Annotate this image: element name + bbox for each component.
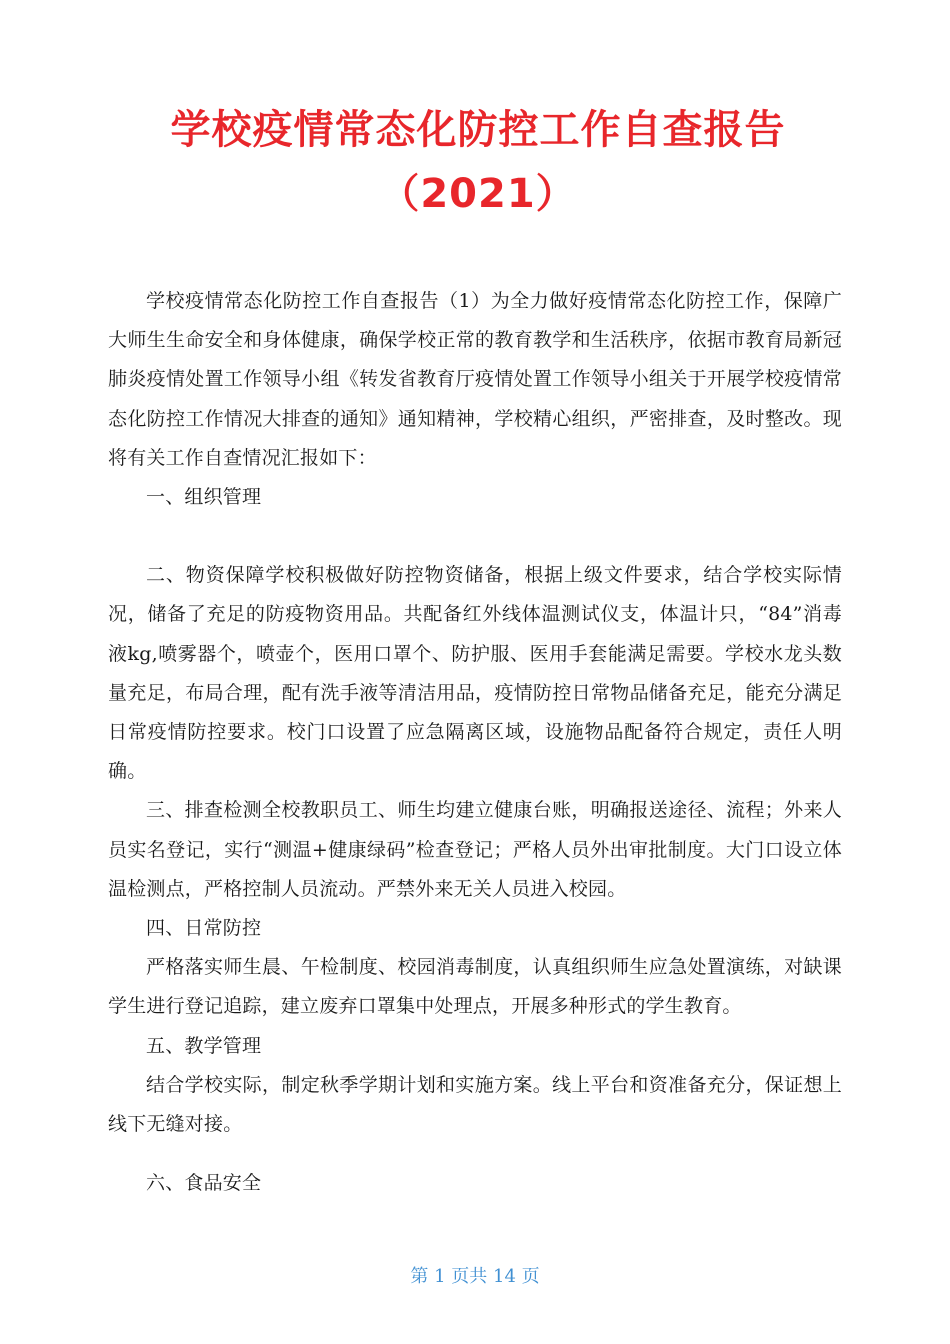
paragraph-screening: 三、排查检测全校教职员工、师生均建立健康台账，明确报送途径、流程；外来人员实名登记，实行“测温+健康绿码”检查登记；严格人员外出审批制度。大门口设立体温检测点，严格控制人员流动。严禁外来无关人员进入校园。 <box>108 799 842 900</box>
paragraph-supplies: 二、物资保障学校积极做好防控物资储备，根据上级文件要求，结合学校实际情况，储备了充足的防疫物资用品。共配备红外线体温测试仪支，体温计只，“84”消毒液kg,喷雾器个，喷壶个，医用口罩个、防护服、医用手套能满足需要。学校水龙头数量充足，布局合理，配有洗手液等清洁用品，疫情防控日常物品储备充足，能充分满足日常疫情防控要求。校门口设置了应急隔离区域，设施物品配备符合规定，责任人明确。 <box>108 564 842 783</box>
section-heading-food-safety: 六、食品安全 <box>146 1172 262 1195</box>
paragraph-teaching: 结合学校实际，制定秋季学期计划和实施方案。线上平台和资准备充分，保证想上线下无缝对接。 <box>108 1073 842 1136</box>
section-heading-daily-prevention: 四、日常防控 <box>146 917 262 940</box>
document-body <box>108 282 842 1203</box>
document-title: 学校疫情常态化防控工作自查报告（2021） <box>170 107 786 217</box>
paragraph-intro: 学校疫情常态化防控工作自查报告（1）为全力做好疫情常态化防控工作，保障广大师生生命安全和身体健康，确保学校正常的教育教学和生活秩序，依据市教育局新冠肺炎疫情处置工作领导小组《转发省教育厅疫情处置工作领导小组关于开展学校疫情常态化防控工作情况大排查的通知》通知精神，学校精心组织，严密排查，及时整改。现将有关工作自查情况汇报如下： <box>108 290 842 469</box>
section-heading-teaching: 五、教学管理 <box>146 1034 262 1057</box>
page-footer: 第 1 页共 14 页 <box>410 1266 540 1287</box>
paragraph-daily-prevention: 严格落实师生晨、午检制度、校园消毒制度，认真组织师生应急处置演练，对缺课学生进行登记追踪，建立废弃口罩集中处理点，开展多种形式的学生教育。 <box>108 956 842 1018</box>
section-heading-organization: 一、组织管理 <box>146 486 262 509</box>
